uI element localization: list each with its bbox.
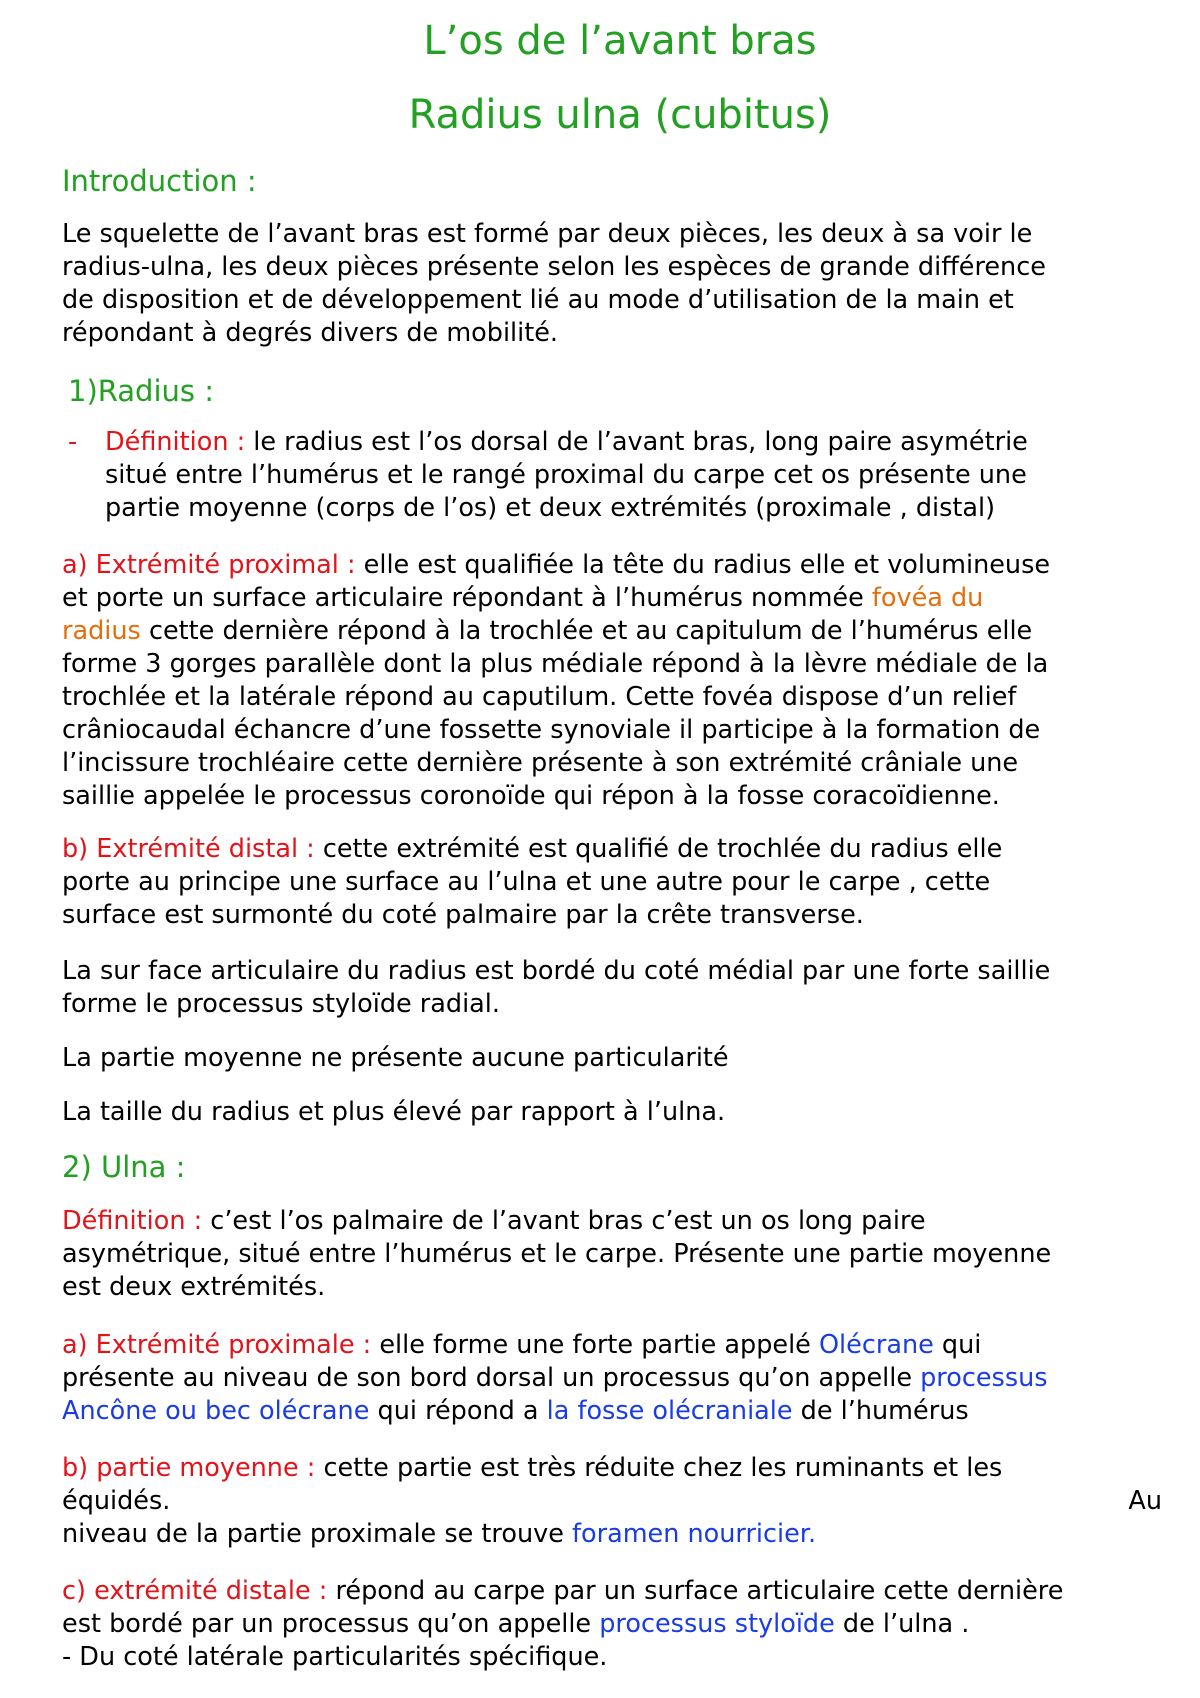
text-run: est bordé par un processus qu’on appelle — [62, 1609, 600, 1639]
text-run: Au — [1128, 1486, 1162, 1516]
text-run: le radius est l’os dorsal de l’avant bras, long paire asymétrie — [245, 427, 1028, 457]
term-highlight: radius — [62, 616, 141, 646]
text-run: présente au niveau de son bord dorsal un processus qu’on appelle — [62, 1363, 921, 1393]
text-run: équidés. — [62, 1486, 171, 1516]
text-run: elle forme une forte partie appelé — [371, 1330, 819, 1360]
section-label: a) Extrémité proximale : — [62, 1330, 372, 1360]
bullet-dash: - — [68, 427, 78, 457]
text-run: de l’ulna . — [834, 1609, 970, 1639]
radius-proximal-paragraph — [62, 549, 1162, 813]
text-run: elle est qualifiée la tête du radius elle et volumineuse — [355, 550, 1051, 580]
term-highlight: Olécrane — [818, 1330, 934, 1360]
introduction-heading: Introduction : — [62, 164, 257, 198]
text-line: asymétrique, situé entre l’humérus et le carpe. Présente une partie moyenne — [62, 1239, 1052, 1269]
section-label: b) partie moyenne : — [62, 1453, 316, 1483]
radius-definition — [105, 426, 1165, 525]
text-line: Le squelette de l’avant bras est formé par deux pièces, les deux à sa voir le — [62, 219, 1033, 249]
text-line: surface est surmonté du coté palmaire par la crête transverse. — [62, 900, 864, 930]
introduction-paragraph — [62, 218, 1162, 350]
section-label: a) Extrémité proximal : — [62, 550, 356, 580]
text-line: - Du coté latérale particularités spécifique. — [62, 1642, 608, 1672]
text-line: répondant à degrés divers de mobilité. — [62, 318, 559, 348]
text-run: répond au carpe par un surface articulaire cette dernière — [327, 1576, 1064, 1606]
text-line: forme le processus styloïde radial. — [62, 989, 500, 1019]
text-run: de l’humérus — [792, 1396, 969, 1426]
term-highlight: foramen nourricier. — [572, 1519, 817, 1549]
term-highlight: fovéa du — [871, 583, 984, 613]
term-highlight: processus — [920, 1363, 1048, 1393]
radius-heading: 1)Radius : — [68, 374, 214, 408]
text-run: c’est l’os palmaire de l’avant bras c’est un os long paire — [202, 1206, 926, 1236]
page-subtitle: Radius ulna (cubitus) — [408, 92, 832, 138]
ulna-heading: 2) Ulna : — [62, 1150, 186, 1184]
definition-label: Définition : — [62, 1206, 203, 1236]
term-highlight: processus styloïde — [599, 1609, 835, 1639]
text-run: et porte un surface articulaire répondant à l’humérus nommée — [62, 583, 872, 613]
text-run: cette dernière répond à la trochlée et au capitulum de l’humérus elle — [140, 616, 1033, 646]
text-line: La sur face articulaire du radius est bordé du coté médial par une forte saillie — [62, 956, 1051, 986]
radius-distal-paragraph — [62, 833, 1162, 932]
text-line: porte au principe une surface au l’ulna et une autre pour le carpe , cette — [62, 867, 991, 897]
text-line: La taille du radius et plus élevé par rapport à l’ulna. — [62, 1097, 726, 1127]
radius-paragraph — [62, 1042, 1162, 1075]
radius-paragraph — [62, 1096, 1162, 1129]
text-line: La partie moyenne ne présente aucune particularité — [62, 1043, 729, 1073]
text-line: saillie appelée le processus coronoïde qui répon à la fosse coracoïdienne. — [62, 781, 1000, 811]
ulna-distal-paragraph — [62, 1575, 1162, 1674]
definition-label: Définition : — [105, 427, 246, 457]
text-line: partie moyenne (corps de l’os) et deux extrémités (proximale , distal) — [105, 493, 996, 523]
text-line: est deux extrémités. — [62, 1272, 326, 1302]
radius-paragraph — [62, 955, 1162, 1021]
text-run: cette partie est très réduite chez les ruminants et les — [315, 1453, 1003, 1483]
text-run: cette extrémité est qualifié de trochlée du radius elle — [314, 834, 1003, 864]
section-label: c) extrémité distale : — [62, 1576, 328, 1606]
text-line: forme 3 gorges parallèle dont la plus médiale répond à la lèvre médiale de la — [62, 649, 1049, 679]
ulna-proximal-paragraph — [62, 1329, 1162, 1428]
text-line: situé entre l’humérus et le rangé proximal du carpe cet os présente une — [105, 460, 1027, 490]
section-label: b) Extrémité distal : — [62, 834, 315, 864]
page-title: L’os de l’avant bras — [423, 18, 817, 64]
text-run: qui répond a — [369, 1396, 547, 1426]
ulna-middle-paragraph — [62, 1452, 1162, 1551]
text-run: qui — [933, 1330, 982, 1360]
text-line: crâniocaudal échancre d’une fossette synoviale il participe à la formation de — [62, 715, 1041, 745]
term-highlight: Ancône ou bec olécrane — [62, 1396, 370, 1426]
term-highlight: la fosse olécraniale — [546, 1396, 793, 1426]
text-line: l’incissure trochléaire cette dernière présente à son extrémité crâniale une — [62, 748, 1019, 778]
text-line: trochlée et la latérale répond au caputilum. Cette fovéa dispose d’un relief — [62, 682, 1017, 712]
ulna-definition — [62, 1205, 1162, 1304]
text-run: niveau de la partie proximale se trouve — [62, 1519, 572, 1549]
text-line: radius-ulna, les deux pièces présente selon les espèces de grande différence — [62, 252, 1046, 282]
text-line: de disposition et de développement lié au mode d’utilisation de la main et — [62, 285, 1014, 315]
